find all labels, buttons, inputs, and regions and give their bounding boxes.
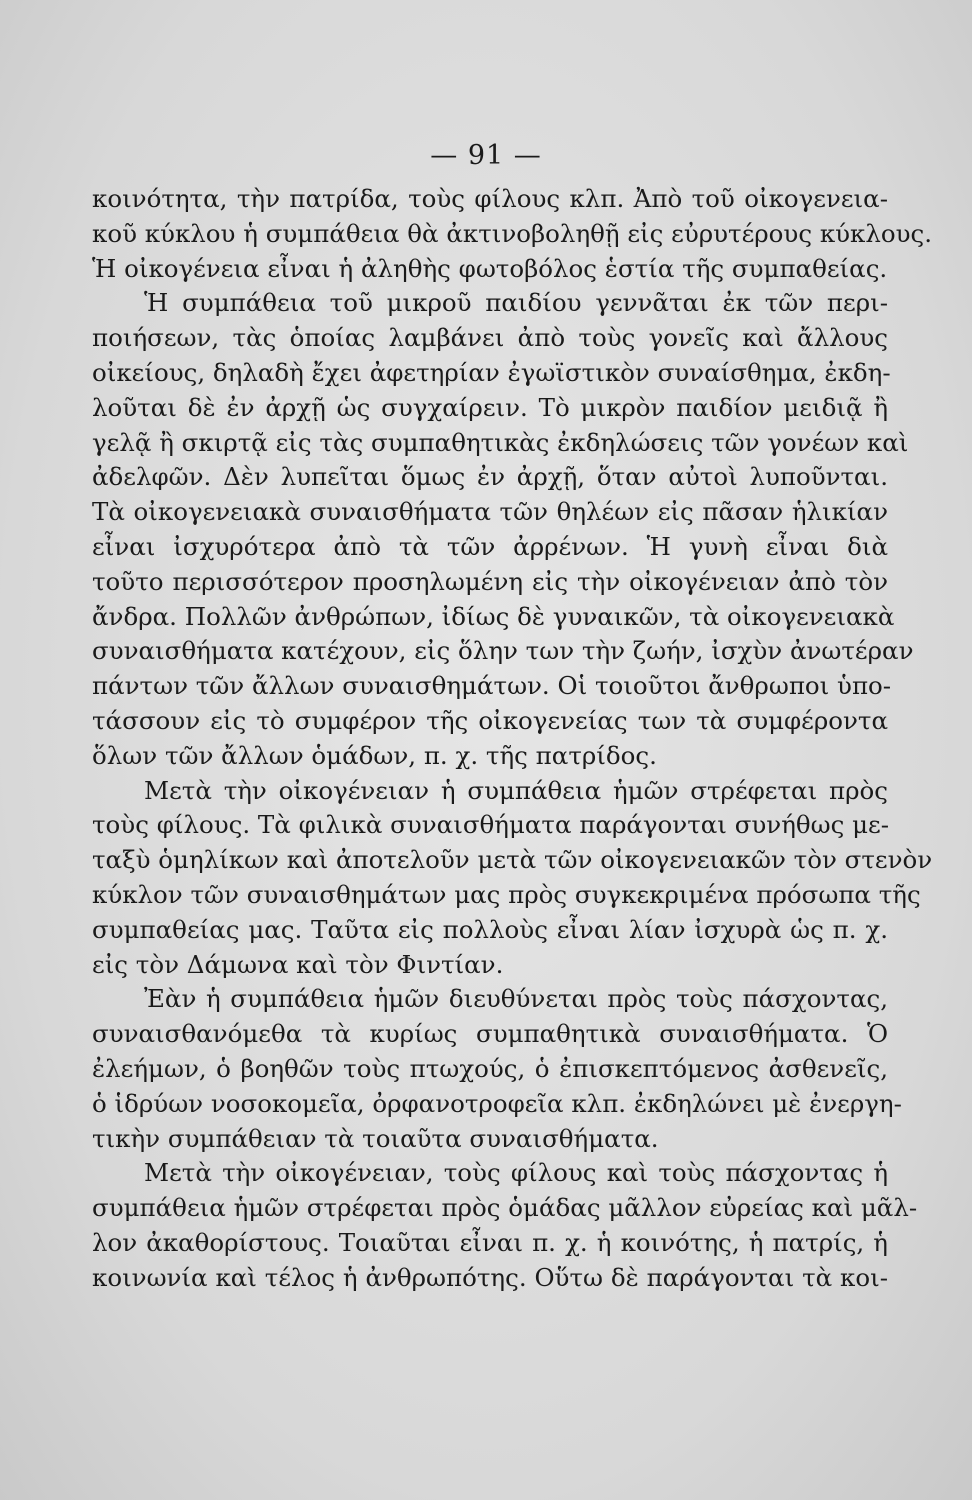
paragraph	[92, 1156, 918, 1295]
text-line: τικὴν συμπάθειαν τὰ τοιαῦτα συναισθήματα.	[92, 1123, 659, 1153]
text-line: τοῦτο περισσότερον προσηλωμένη εἰς τὴν οἰκογένειαν ἀπὸ τὸν	[92, 566, 888, 596]
text-line: Ἡ συμπάθεια τοῦ μικροῦ παιδίου γεννᾶται ἐκ τῶν περι-	[144, 288, 888, 318]
text-line: γελᾷ ἢ σκιρτᾷ εἰς τὰς συμπαθητικὰς ἐκδηλώσεις τῶν γονέων καὶ	[92, 427, 909, 457]
text-line: ἀδελφῶν. Δὲν λυπεῖται ὅμως ἐν ἀρχῇ, ὅταν αὐτοὶ λυποῦνται.	[92, 462, 888, 492]
text-line: Ἡ οἰκογένεια εἶναι ἡ ἀληθὴς φωτοβόλος ἑστία τῆς συμπαθείας.	[92, 253, 888, 283]
text-line: συναισθανόμεθα τὰ κυρίως συμπαθητικὰ συναισθήματα. Ὁ	[92, 1019, 888, 1049]
text-line: οἰκείους, δηλαδὴ ἔχει ἀφετηρίαν ἐγωϊστικὸν συναίσθημα, ἐκδη-	[92, 357, 891, 387]
paragraph	[92, 774, 933, 983]
text-line: ποιήσεων, τὰς ὁποίας λαμβάνει ἀπὸ τοὺς γονεῖς καὶ ἄλλους	[92, 323, 888, 353]
paragraph	[92, 982, 902, 1156]
text-line: συμπάθεια ἡμῶν στρέφεται πρὸς ὁμάδας μᾶλλον εὐρείας καὶ μᾶλ-	[92, 1193, 918, 1223]
paragraph	[92, 182, 933, 286]
text-line: λοῦται δὲ ἐν ἀρχῇ ὡς συγχαίρειν. Τὸ μικρὸν παιδίον μειδιᾷ ἢ	[92, 392, 888, 422]
text-line: λον ἀκαθορίστους. Τοιαῦται εἶναι π. χ. ἡ κοινότης, ἡ πατρίς, ἡ	[92, 1227, 888, 1257]
paragraph	[92, 286, 914, 773]
text-line: συμπαθείας μας. Ταῦτα εἰς πολλοὺς εἶναι λίαν ἰσχυρὰ ὡς π. χ.	[92, 914, 888, 944]
text-line: Τὰ οἰκογενειακὰ συναισθήματα τῶν θηλέων εἰς πᾶσαν ἡλικίαν	[92, 497, 888, 527]
page-number: — 91 —	[430, 140, 542, 171]
text-line: κοινότητα, τὴν πατρίδα, τοὺς φίλους κλπ. Ἀπὸ τοῦ οἰκογενεια-	[92, 184, 888, 213]
text-line: Μετὰ τὴν οἰκογένειαν, τοὺς φίλους καὶ τοὺς πάσχοντας ἡ	[144, 1158, 888, 1188]
text-line: εἶναι ἰσχυρότερα ἀπὸ τὰ τῶν ἀρρένων. Ἡ γυνὴ εἶναι διὰ	[92, 531, 888, 561]
text-line: ἐλεήμων, ὁ βοηθῶν τοὺς πτωχούς, ὁ ἐπισκεπτόμενος ἀσθενεῖς,	[92, 1053, 888, 1083]
text-line: τάσσουν εἰς τὸ συμφέρον τῆς οἰκογενείας των τὰ συμφέροντα	[92, 705, 888, 735]
text-line: κοῦ κύκλου ἡ συμπάθεια θὰ ἀκτινοβοληθῇ εἰς εὐρυτέρους κύκλους.	[92, 218, 933, 248]
text-line: Ἐὰν ἡ συμπάθεια ἡμῶν διευθύνεται πρὸς τοὺς πάσχοντας,	[144, 984, 888, 1014]
text-line: κοινωνία καὶ τέλος ἡ ἀνθρωπότης. Οὕτω δὲ παράγονται τὰ κοι-	[92, 1262, 888, 1292]
text-line: εἰς τὸν Δάμωνα καὶ τὸν Φιντίαν.	[92, 949, 504, 979]
text-line: ὅλων τῶν ἄλλων ὁμάδων, π. χ. τῆς πατρίδος.	[92, 740, 657, 770]
text-line: ταξὺ ὁμηλίκων καὶ ἀποτελοῦν μετὰ τῶν οἰκογενειακῶν τὸν στενὸν	[92, 845, 933, 875]
text-line: πάντων τῶν ἄλλων συναισθημάτων. Οἱ τοιοῦτοι ἄνθρωποι ὑπο-	[92, 671, 892, 701]
text-line: ἄνδρα. Πολλῶν ἀνθρώπων, ἰδίως δὲ γυναικῶν, τὰ οἰκογενειακὰ	[92, 601, 895, 631]
text-line: κύκλον τῶν συναισθημάτων μας πρὸς συγκεκριμένα πρόσωπα τῆς	[92, 879, 921, 909]
text-line: Μετὰ τὴν οἰκογένειαν ἡ συμπάθεια ἡμῶν στρέφεται πρὸς	[144, 775, 888, 805]
body-text	[92, 182, 933, 1296]
text-line: ὁ ἱδρύων νοσοκομεῖα, ὀρφανοτροφεῖα κλπ. ἐκδηλώνει μὲ ἐνεργη-	[92, 1088, 902, 1118]
text-line: συναισθήματα κατέχουν, εἰς ὅλην των τὴν ζωήν, ἰσχὺν ἀνωτέραν	[92, 636, 914, 666]
text-line: τοὺς φίλους. Τὰ φιλικὰ συναισθήματα παράγονται συνήθως με-	[92, 810, 890, 840]
